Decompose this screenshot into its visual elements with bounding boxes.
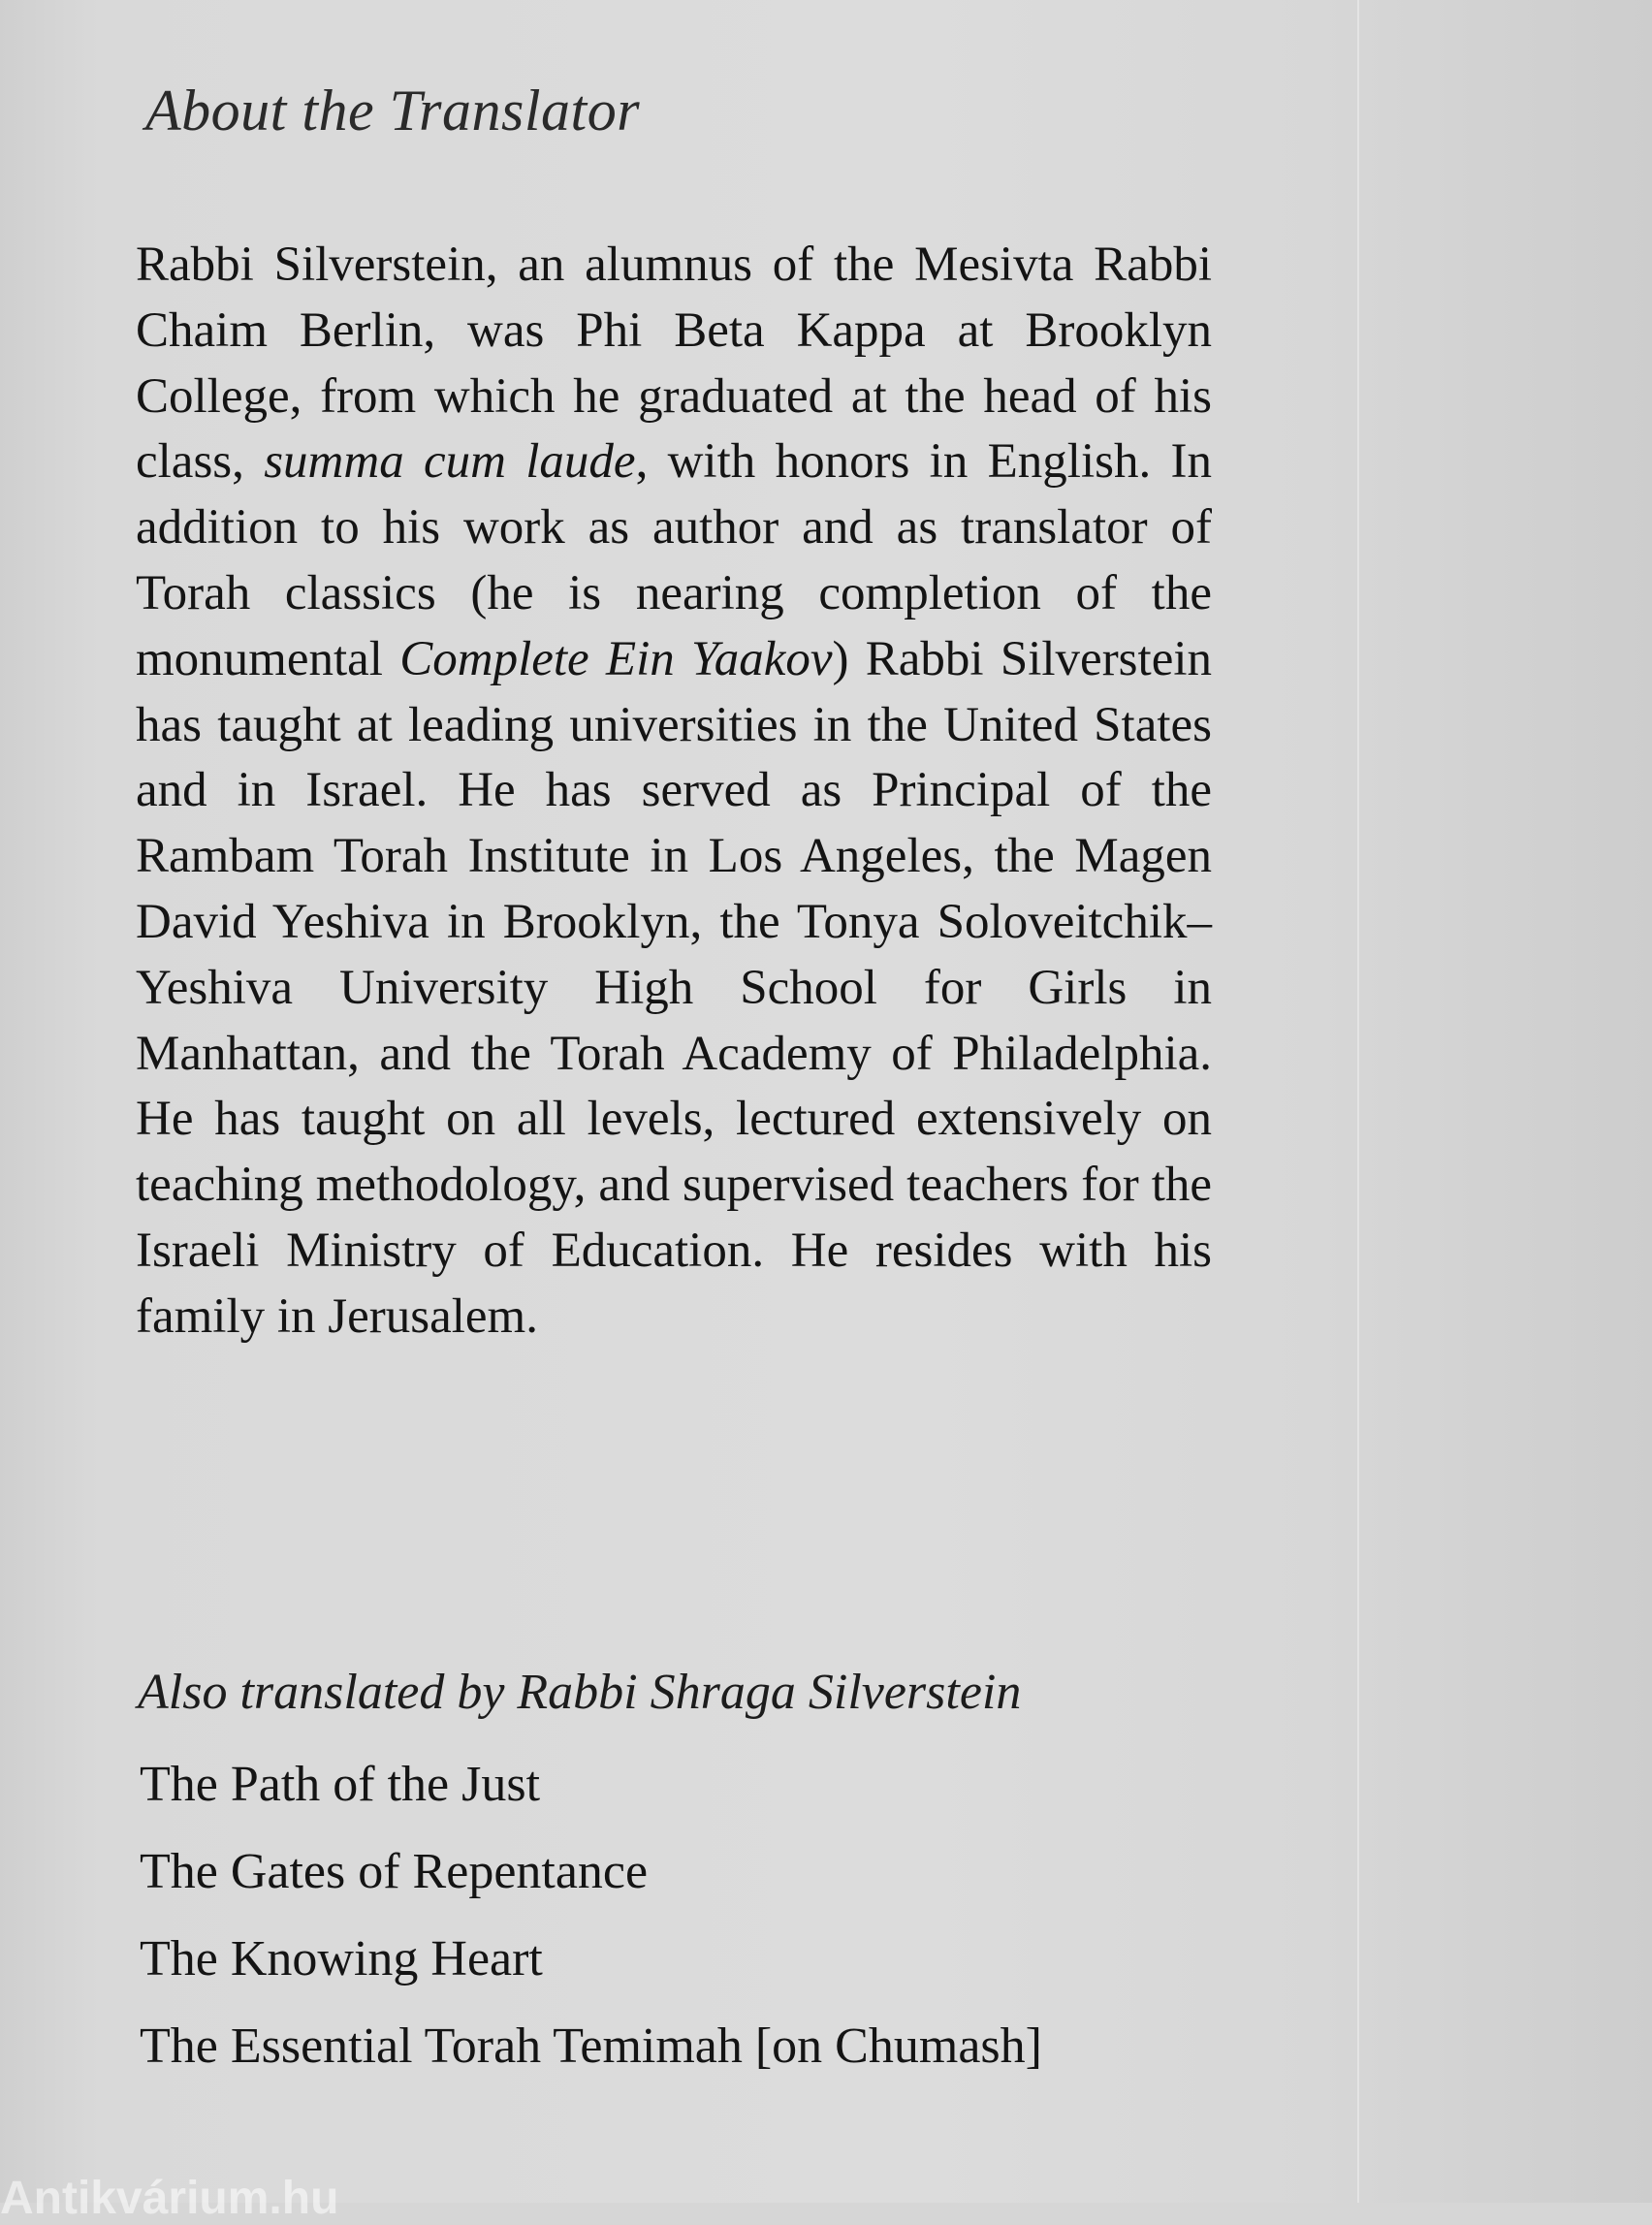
section-heading: About the Translator (145, 79, 641, 143)
book-title: The Gates of Repentance (140, 1844, 649, 1899)
also-translated-heading: Also translated by Rabbi Shraga Silverstein (138, 1665, 1022, 1720)
bio-italic-summa-cum-laude: summa cum laude (264, 434, 636, 490)
book-title: The Path of the Just (140, 1757, 541, 1812)
translated-titles-list (140, 1751, 1042, 2100)
bio-text-1: Rabbi Silverstein, an alumnus of the Mesivta Rabbi Chaim Berlin, was Phi Beta Kappa at Brooklyn College, from which he graduated at the head of his class, (136, 238, 1212, 490)
page-fold (1357, 0, 1359, 2203)
watermark: Antikvárium.hu (0, 2173, 339, 2224)
bio-text-3: ) Rabbi Silverstein has taught at leading universities in the United States and in Israel. He has served as Principal of the Rambam Torah Institute in Los Angeles, the Magen David Yeshiva in Brooklyn, the Tonya Soloveitchik–Yeshiva University High School for Girls in Manhattan, and the Torah Academy of Philadelphia. He has taught on all levels, lectured extensively on teaching methodology, and supervised teachers for the Israeli Ministry of Education. He resides with his family in Jerusalem. (136, 631, 1213, 1344)
translator-bio (136, 233, 1212, 1351)
bio-italic-ein-yaakov: Complete Ein Yaakov (399, 631, 833, 686)
book-title: The Knowing Heart (140, 1931, 543, 1987)
bio-text-2: , with honors in English. In addition to his work as author and as translator of Torah classics (he is nearing completion of the monumental (136, 434, 1213, 686)
book-title: The Essential Torah Temimah [on Chumash] (140, 2018, 1042, 2074)
